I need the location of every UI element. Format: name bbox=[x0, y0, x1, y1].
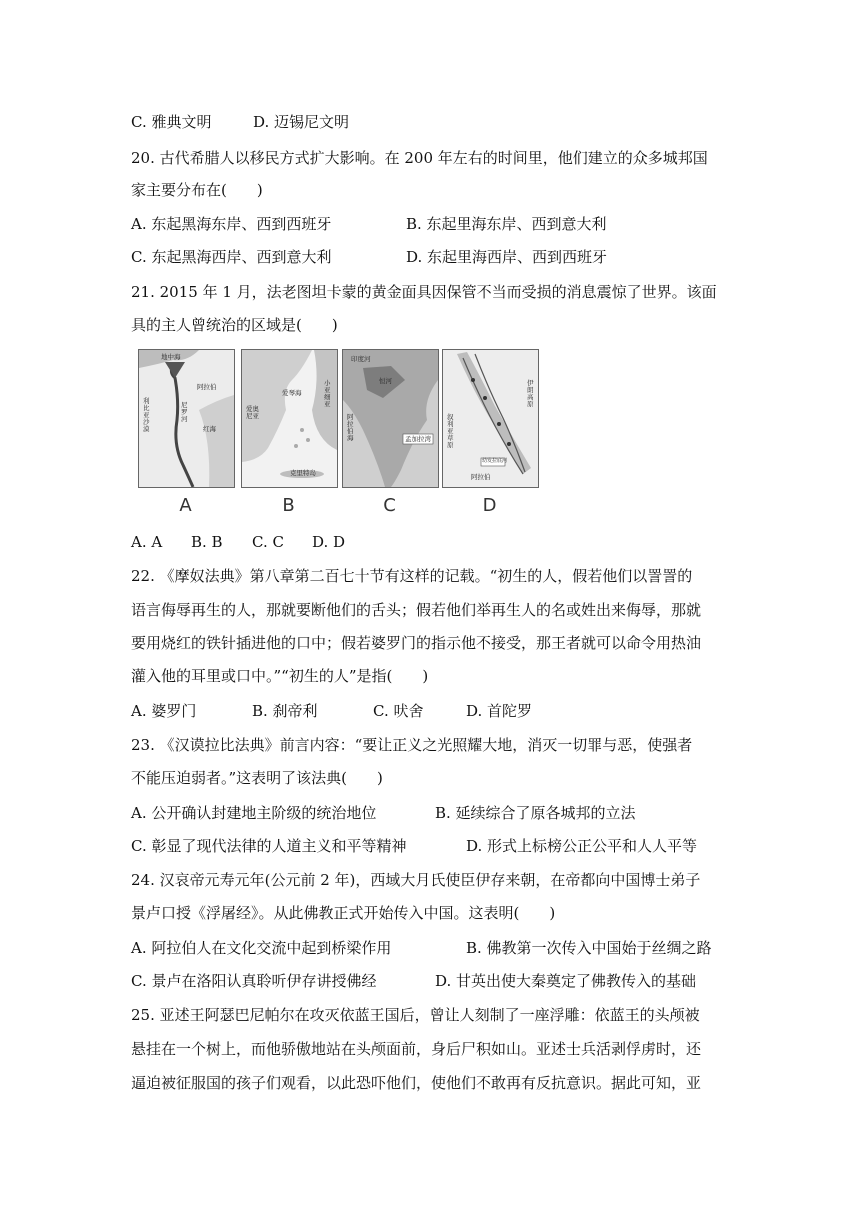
q23-option-d: D. 形式上标榜公正公平和人人平等 bbox=[466, 837, 698, 855]
q20-option-c: C. 东起黑海西岸、西到意大利 bbox=[131, 248, 332, 266]
map-c-letter: C bbox=[383, 495, 396, 516]
q21-option-b: B. B bbox=[191, 533, 223, 551]
map-b-label-2: 小亚细亚 bbox=[324, 379, 331, 408]
q21-stem-line-1: 21. 2015 年 1 月，法老图坦卡蒙的黄金面具因保管不当而受损的消息震惊了世界。该面 bbox=[131, 283, 717, 301]
q25-stem-line-1: 25. 亚述王阿瑟巴尼帕尔在攻灭依蓝王国后，曾让人刻制了一座浮雕：依蓝王的头颅被 bbox=[131, 1006, 700, 1024]
q23-option-b: B. 延续综合了原各城邦的立法 bbox=[435, 804, 636, 822]
q23-stem-line-2: 不能压迫弱者。”这表明了该法典( ) bbox=[131, 769, 383, 787]
q22-option-d: D. 首陀罗 bbox=[466, 702, 533, 720]
q21-option-a: A. A bbox=[131, 533, 163, 551]
q21-map-figure bbox=[138, 349, 544, 519]
q23-option-a: A. 公开确认封建地主阶级的统治地位 bbox=[131, 804, 377, 822]
map-b-label-3: 爱奥尼亚 bbox=[246, 405, 259, 420]
q20-option-a: A. 东起黑海东岸、西到西班牙 bbox=[131, 215, 332, 233]
map-a-letter: A bbox=[179, 495, 192, 516]
map-c-label-1: 印度河 bbox=[351, 355, 371, 363]
mesopotamia-map-graphic bbox=[443, 350, 538, 487]
q20-option-d: D. 东起里海西岸、西到西班牙 bbox=[406, 248, 608, 266]
map-b-label-1: 爱琴海 bbox=[282, 389, 302, 397]
map-d-label-1: 伊朗高原 bbox=[527, 379, 534, 408]
q24-option-a: A. 阿拉伯人在文化交流中起到桥梁作用 bbox=[131, 939, 392, 957]
map-d-label-2: 叙利亚草原 bbox=[447, 413, 454, 449]
q25-stem-line-2: 悬挂在一个树上，而他骄傲地站在头颅面前，身后尸积如山。亚述士兵活剥俘虏时，还 bbox=[131, 1040, 702, 1058]
q21-option-c: C. C bbox=[252, 533, 284, 551]
q22-option-b: B. 刹帝利 bbox=[252, 702, 318, 720]
map-d-label-4: 幼发拉底河 bbox=[482, 458, 508, 464]
map-b-greece bbox=[241, 349, 338, 488]
q23-option-c: C. 彰显了现代法律的人道主义和平等精神 bbox=[131, 837, 407, 855]
q20-stem-line-2: 家主要分布在( ) bbox=[131, 181, 263, 199]
q24-option-b: B. 佛教第一次传入中国始于丝绸之路 bbox=[466, 939, 712, 957]
map-c-india bbox=[342, 349, 439, 488]
map-a-label-2: 阿拉伯 bbox=[197, 383, 217, 391]
map-b-label-4: 克里特岛 bbox=[290, 469, 316, 477]
india-map-graphic bbox=[343, 350, 438, 487]
map-c-label-4: 孟加拉湾 bbox=[405, 435, 431, 443]
map-a-label-4: 红海 bbox=[203, 425, 216, 433]
q22-stem-line-1: 22. 《摩奴法典》第八章第二百七十节有这样的记载。“初生的人，假若他们以詈詈的 bbox=[131, 567, 693, 585]
q23-stem-line-1: 23. 《汉谟拉比法典》前言内容：“要让正义之光照耀大地，消灭一切罪与恶，使强者 bbox=[131, 736, 693, 754]
q22-stem-line-3: 要用烧红的铁针插进他的口中；假若婆罗门的指示他不接受，那王者就可以命令用热油 bbox=[131, 634, 702, 652]
q25-stem-line-3: 逼迫被征服国的孩子们观看，以此恐吓他们，使他们不敢再有反抗意识。据此可知，亚 bbox=[131, 1074, 702, 1092]
map-b-letter: B bbox=[282, 495, 295, 516]
map-d-label-3: 阿拉伯 bbox=[471, 473, 491, 481]
q19-option-d: D. 迈锡尼文明 bbox=[253, 113, 350, 131]
map-a-label-1: 地中海 bbox=[161, 353, 181, 361]
map-c-label-3: 阿拉伯海 bbox=[347, 413, 354, 442]
q24-option-c: C. 景卢在洛阳认真聆听伊存讲授佛经 bbox=[131, 972, 377, 990]
q19-option-c: C. 雅典文明 bbox=[131, 113, 212, 131]
q22-option-a: A. 婆罗门 bbox=[131, 702, 197, 720]
q22-stem-line-2: 语言侮辱再生的人，那就要断他们的舌头；假若他们举再生人的名或姓出来侮辱，那就 bbox=[131, 601, 702, 619]
map-d-mesopotamia bbox=[442, 349, 539, 488]
q24-option-d: D. 甘英出使大秦奠定了佛教传入的基础 bbox=[435, 972, 697, 990]
map-a-label-5: 尼罗河 bbox=[181, 401, 188, 423]
q21-option-d: D. D bbox=[312, 533, 346, 551]
map-d-letter: D bbox=[482, 495, 497, 516]
map-a-egypt bbox=[138, 349, 235, 488]
map-a-label-3: 利比亚沙漠 bbox=[143, 397, 150, 433]
map-c-label-2: 恒河 bbox=[379, 377, 392, 385]
q24-stem-line-2: 景卢口授《浮屠经》。从此佛教正式开始传入中国。这表明( ) bbox=[131, 904, 556, 922]
q22-option-c: C. 吠舍 bbox=[373, 702, 424, 720]
q22-stem-line-4: 灌入他的耳里或口中。”“初生的人”是指( ) bbox=[131, 667, 429, 685]
q20-stem-line-1: 20. 古代希腊人以移民方式扩大影响。在 200 年左右的时间里，他们建立的众多城邦国 bbox=[131, 149, 708, 167]
q20-option-b: B. 东起里海东岸、西到意大利 bbox=[406, 215, 607, 233]
q21-stem-line-2: 具的主人曾统治的区域是( ) bbox=[131, 316, 338, 334]
q24-stem-line-1: 24. 汉哀帝元寿元年(公元前 2 年)，西域大月氏使臣伊存来朝，在帝都向中国博士弟子 bbox=[131, 871, 701, 889]
